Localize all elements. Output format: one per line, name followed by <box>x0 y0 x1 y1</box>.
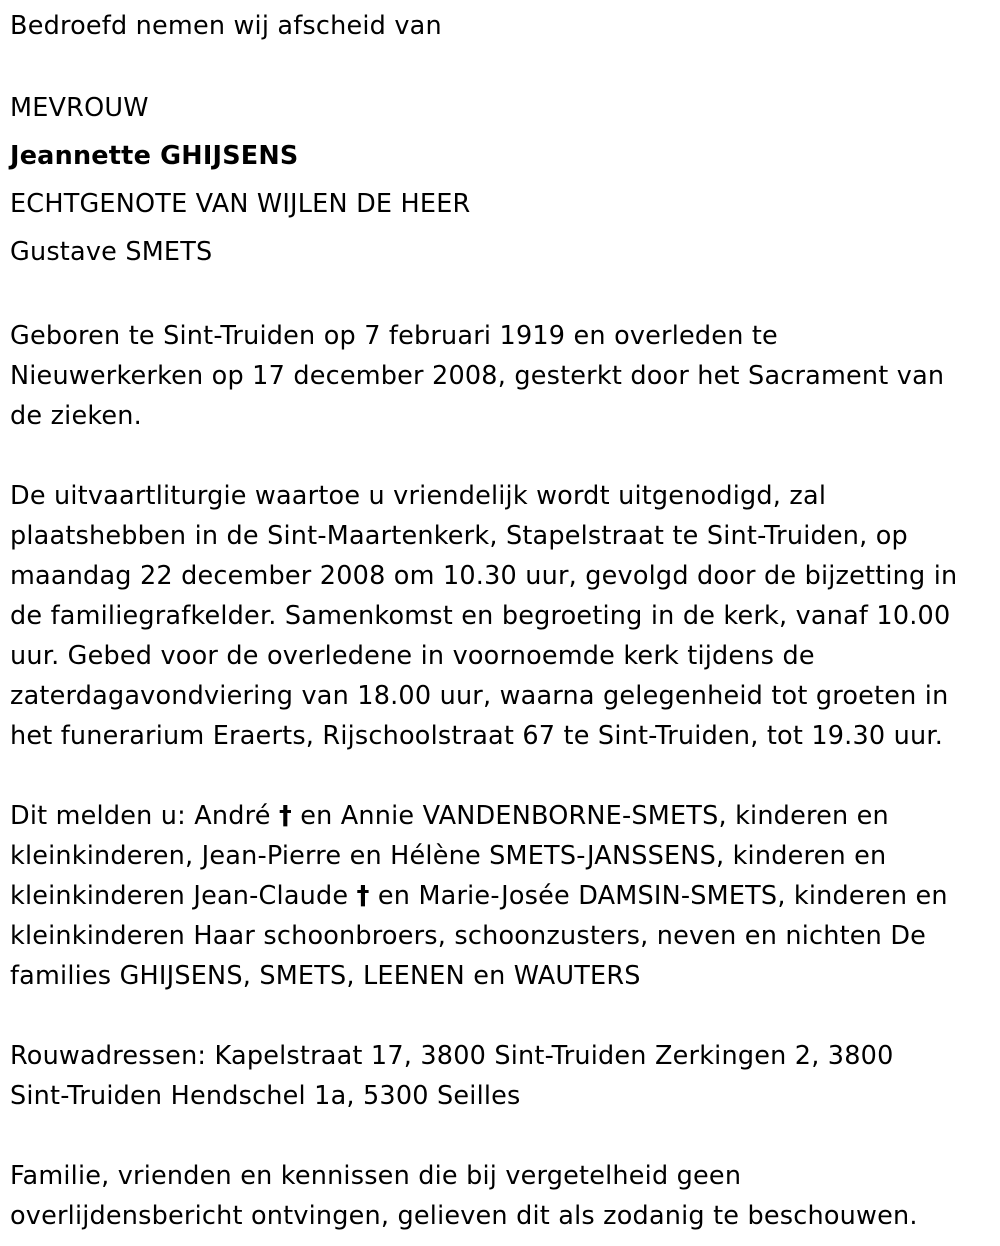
deceased-name: Jeannette GHIJSENS <box>10 141 299 171</box>
family-text: en Annie VANDENBORNE-SMETS, kinderen en <box>291 801 889 831</box>
birth-death-paragraph <box>10 316 990 436</box>
spacer <box>10 276 990 316</box>
paragraph-line: Nieuwerkerken op 17 december 2008, gesterkt door het Sacrament van <box>10 361 945 391</box>
paragraph-line: kleinkinderen, Jean-Pierre en Hélène SMETS-JANSSENS, kinderen en <box>10 841 887 871</box>
paragraph-line: Sint-Truiden Hendschel 1a, 5300 Seilles <box>10 1081 521 1111</box>
family-text: kleinkinderen Jean-Claude <box>10 881 357 911</box>
spacer <box>10 756 990 796</box>
paragraph-line: overlijdensbericht ontvingen, gelieven dit als zodanig te beschouwen. <box>10 1201 918 1231</box>
opening-line: Bedroefd nemen wij afscheid van <box>10 11 442 41</box>
closing-paragraph <box>10 1156 990 1236</box>
funeral-paragraph <box>10 476 990 756</box>
family-text: en Marie-Josée DAMSIN-SMETS, kinderen en <box>369 881 948 911</box>
spacer <box>10 996 990 1036</box>
family-text: Dit melden u: André <box>10 801 279 831</box>
paragraph-line: Familie, vrienden en kennissen die bij vergetelheid geen <box>10 1161 742 1191</box>
paragraph-line: kleinkinderen Haar schoonbroers, schoonzusters, neven en nichten De <box>10 921 927 951</box>
spacer <box>10 44 990 84</box>
paragraph-line: maandag 22 december 2008 om 10.30 uur, gevolgd door de bijzetting in <box>10 561 958 591</box>
title-prefix: MEVROUW <box>10 93 149 123</box>
paragraph-line <box>10 796 990 836</box>
paragraph-line: de familiegrafkelder. Samenkomst en begroeting in de kerk, vanaf 10.00 <box>10 601 951 631</box>
spacer <box>10 1116 990 1156</box>
paragraph-line: zaterdagavondviering van 18.00 uur, waarna gelegenheid tot groeten in <box>10 681 949 711</box>
paragraph-line <box>10 876 990 916</box>
paragraph-line: Rouwadressen: Kapelstraat 17, 3800 Sint-Truiden Zerkingen 2, 3800 <box>10 1041 894 1071</box>
family-paragraph <box>10 796 990 996</box>
cross-icon: † <box>356 881 370 911</box>
paragraph-line: de zieken. <box>10 401 142 431</box>
cross-icon: † <box>278 801 292 831</box>
addresses-paragraph <box>10 1036 990 1116</box>
paragraph-line: uur. Gebed voor de overledene in voornoemde kerk tijdens de <box>10 641 815 671</box>
spouse-prefix: ECHTGENOTE VAN WIJLEN DE HEER <box>10 189 471 219</box>
spouse-name: Gustave SMETS <box>10 237 213 267</box>
paragraph-line: families GHIJSENS, SMETS, LEENEN en WAUTERS <box>10 961 641 991</box>
spacer <box>10 436 990 476</box>
paragraph-line: Geboren te Sint-Truiden op 7 februari 1919 en overleden te <box>10 321 778 351</box>
paragraph-line: het funerarium Eraerts, Rijschoolstraat 67 te Sint-Truiden, tot 19.30 uur. <box>10 721 944 751</box>
paragraph-line: De uitvaartliturgie waartoe u vriendelijk wordt uitgenodigd, zal <box>10 481 827 511</box>
paragraph-line: plaatshebben in de Sint-Maartenkerk, Stapelstraat te Sint-Truiden, op <box>10 521 908 551</box>
